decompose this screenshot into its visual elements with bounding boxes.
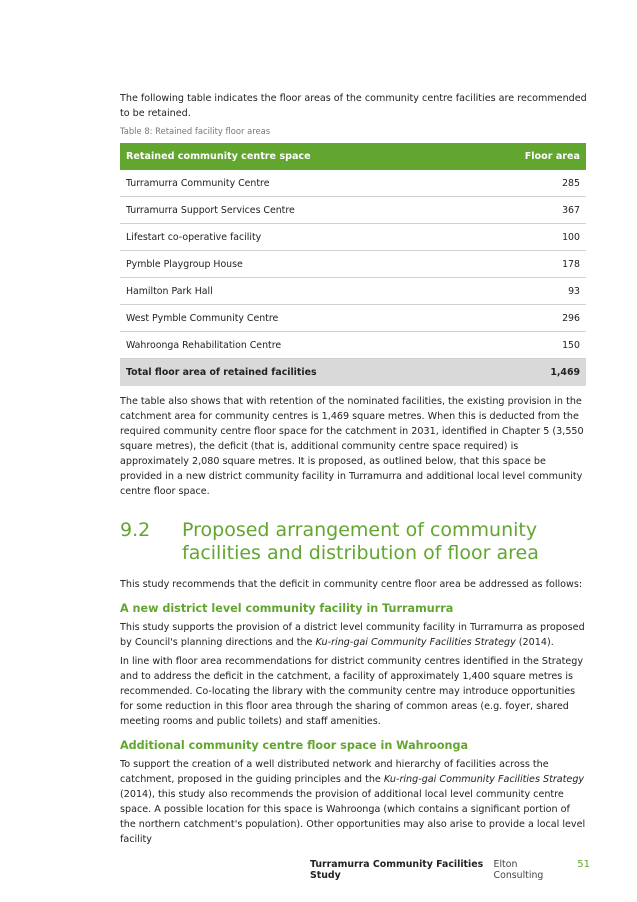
page-number: 51 bbox=[577, 859, 590, 870]
section-number: 9.2 bbox=[120, 519, 151, 541]
facility-area: 367 bbox=[470, 197, 586, 224]
section-intro: This study recommends that the deficit in community centre floor area be addressed as follows: bbox=[120, 579, 583, 590]
table-caption: Table 8: Retained facility floor areas bbox=[120, 126, 271, 136]
total-value: 1,469 bbox=[470, 359, 586, 387]
table-row bbox=[120, 224, 586, 251]
facility-name: Lifestart co-operative facility bbox=[120, 224, 470, 251]
facility-area: 93 bbox=[470, 278, 586, 305]
facility-area: 150 bbox=[470, 332, 586, 359]
table-total-row bbox=[120, 359, 586, 387]
turramurra-paragraph-2: In line with floor area recommendations for district community centres identified in the Strategy and to address the deficit in the catchment, a facility of approximately 1,400 square metres is recommended. Co-locating the library with the community centre may introduce opportunities for some reduction in this floor area through the sharing of common areas (e.g. foyer, shared meeting rooms and public toilets) and staff amenities. bbox=[120, 656, 584, 727]
facility-name: Wahroonga Rehabilitation Centre bbox=[120, 332, 470, 359]
facility-area: 285 bbox=[470, 170, 586, 197]
footer-org: Elton Consulting bbox=[493, 859, 544, 881]
section-title: Proposed arrangement of community facilities and distribution of floor area bbox=[182, 519, 539, 564]
page-footer bbox=[310, 859, 590, 881]
after-table-paragraph: The table also shows that with retention of the nominated facilities, the existing provision in the catchment area for community centres is 1,469 square metres. When this is deducted from the required community centre floor space for the catchment in 2031, identified in Chapter 5 (3,550 square metres), the deficit (that is, additional community centre space required) is approximately 2,080 square metres. It is proposed, as outlined below, that this space be provided in a new district community facility in Turramurra and additional local level community centre floor space. bbox=[120, 396, 584, 497]
table-row bbox=[120, 278, 586, 305]
table-row bbox=[120, 170, 586, 197]
header-space: Retained community centre space bbox=[120, 143, 470, 170]
text-run: (2014), this study also recommends the provision of additional local level community centre space. A possible location for this space is Wahroonga (which contains a significant portion of the northern catchment's population). Other opportunities may also arise to provide a local level facility bbox=[120, 789, 586, 845]
facility-area: 100 bbox=[470, 224, 586, 251]
strategy-title: Ku-ring-gai Community Facilities Strategy bbox=[315, 637, 516, 648]
wahroonga-paragraph bbox=[120, 757, 587, 847]
table-header-row bbox=[120, 143, 586, 170]
header-floor-area: Floor area bbox=[470, 143, 586, 170]
strategy-title: Ku-ring-gai Community Facilities Strategy bbox=[383, 774, 585, 785]
facility-name: Pymble Playgroup House bbox=[120, 251, 470, 278]
facility-name: West Pymble Community Centre bbox=[120, 305, 470, 332]
text-run: To support the creation of a well distributed network and hierarchy of facilities across the catchment, proposed in the guiding principles and the bbox=[120, 759, 549, 785]
section-heading bbox=[120, 519, 587, 565]
retained-facilities-table bbox=[120, 143, 586, 386]
facility-name: Turramurra Support Services Centre bbox=[120, 197, 470, 224]
facility-area: 178 bbox=[470, 251, 586, 278]
facility-name: Turramurra Community Centre bbox=[120, 170, 470, 197]
turramurra-paragraph-1 bbox=[120, 620, 587, 650]
table-row bbox=[120, 197, 586, 224]
table-row bbox=[120, 305, 586, 332]
page-content bbox=[120, 91, 587, 847]
intro-paragraph: The following table indicates the floor areas of the community centre facilities are recommended to be retained. bbox=[120, 93, 587, 119]
text-run: This study supports the provision of a district level community facility in Turramurra as proposed by Council's planning directions and the bbox=[120, 622, 585, 648]
total-label: Total floor area of retained facilities bbox=[120, 359, 470, 387]
footer-title: Turramurra Community Facilities Study bbox=[310, 859, 484, 881]
facility-area: 296 bbox=[470, 305, 586, 332]
subheading-turramurra: A new district level community facility in Turramurra bbox=[120, 602, 454, 615]
subheading-wahroonga: Additional community centre floor space in Wahroonga bbox=[120, 739, 469, 752]
table-row bbox=[120, 251, 586, 278]
facility-name: Hamilton Park Hall bbox=[120, 278, 470, 305]
text-run: (2014). bbox=[515, 637, 554, 648]
table-row bbox=[120, 332, 586, 359]
